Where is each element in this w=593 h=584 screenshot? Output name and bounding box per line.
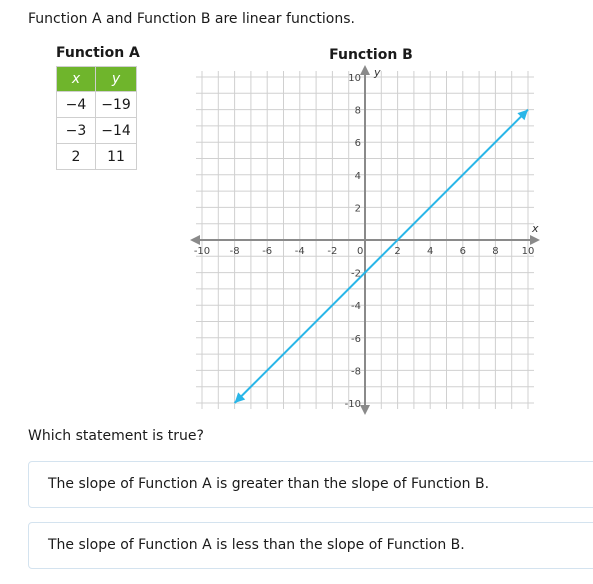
x-tick-label: 8 — [492, 246, 499, 257]
y-tick-label: 10 — [348, 73, 361, 84]
y-tick-label: -10 — [344, 399, 361, 410]
y-tick-label: 2 — [354, 203, 361, 215]
function-b-title: Function B — [329, 47, 413, 63]
y-axis-label: y — [374, 66, 381, 79]
table-row — [57, 92, 137, 118]
y-tick-label: 8 — [354, 105, 361, 117]
x-tick-label: 10 — [521, 246, 535, 257]
answer-choice-label: The slope of Function A is greater than the slope of Function B. — [48, 476, 490, 492]
x-tick-label: 4 — [427, 246, 434, 257]
table-header-y: y — [96, 67, 137, 92]
y-axis-arrow-up — [360, 65, 370, 75]
answer-choice-b[interactable] — [28, 522, 593, 569]
x-tick-label: -6 — [262, 246, 273, 257]
x-tick-label: 2 — [394, 246, 401, 257]
y-tick-label: -4 — [351, 301, 361, 313]
function-b-graph — [190, 40, 550, 420]
y-tick-label: -8 — [351, 366, 361, 378]
intro-text: Function A and Function B are linear functions. — [28, 11, 355, 27]
y-tick-label: -2 — [351, 268, 361, 280]
table-cell-x: 2 — [57, 144, 96, 170]
x-tick-label: 0 — [357, 246, 364, 257]
table-cell-y: −19 — [96, 92, 137, 118]
x-tick-label: -10 — [193, 246, 211, 257]
table-cell-x: −3 — [57, 118, 96, 144]
answer-choice-label: The slope of Function A is less than the slope of Function B. — [48, 537, 465, 553]
y-axis-arrow-down — [360, 405, 370, 415]
axes — [190, 65, 540, 415]
function-a-table — [56, 66, 137, 170]
x-axis-arrow-right — [530, 235, 540, 245]
x-tick-label: -8 — [229, 246, 240, 257]
table-row — [57, 118, 137, 144]
table-header-x: x — [57, 67, 96, 92]
answer-choice-a[interactable] — [28, 461, 593, 508]
x-axis-arrow-left — [190, 235, 200, 245]
y-tick-label: 4 — [354, 170, 361, 182]
table-header-row — [57, 67, 137, 92]
table-cell-y: 11 — [96, 144, 137, 170]
function-a-title: Function A — [56, 45, 140, 61]
x-axis-label: x — [532, 222, 539, 235]
y-tick-label: -6 — [351, 333, 361, 345]
table-cell-x: −4 — [57, 92, 96, 118]
x-tick-label: -4 — [294, 246, 305, 257]
x-tick-label: 6 — [459, 246, 466, 257]
question-text: Which statement is true? — [28, 428, 204, 444]
x-tick-label: -2 — [327, 246, 338, 257]
table-cell-y: −14 — [96, 118, 137, 144]
y-tick-label: 6 — [354, 138, 361, 150]
table-row — [57, 144, 137, 170]
